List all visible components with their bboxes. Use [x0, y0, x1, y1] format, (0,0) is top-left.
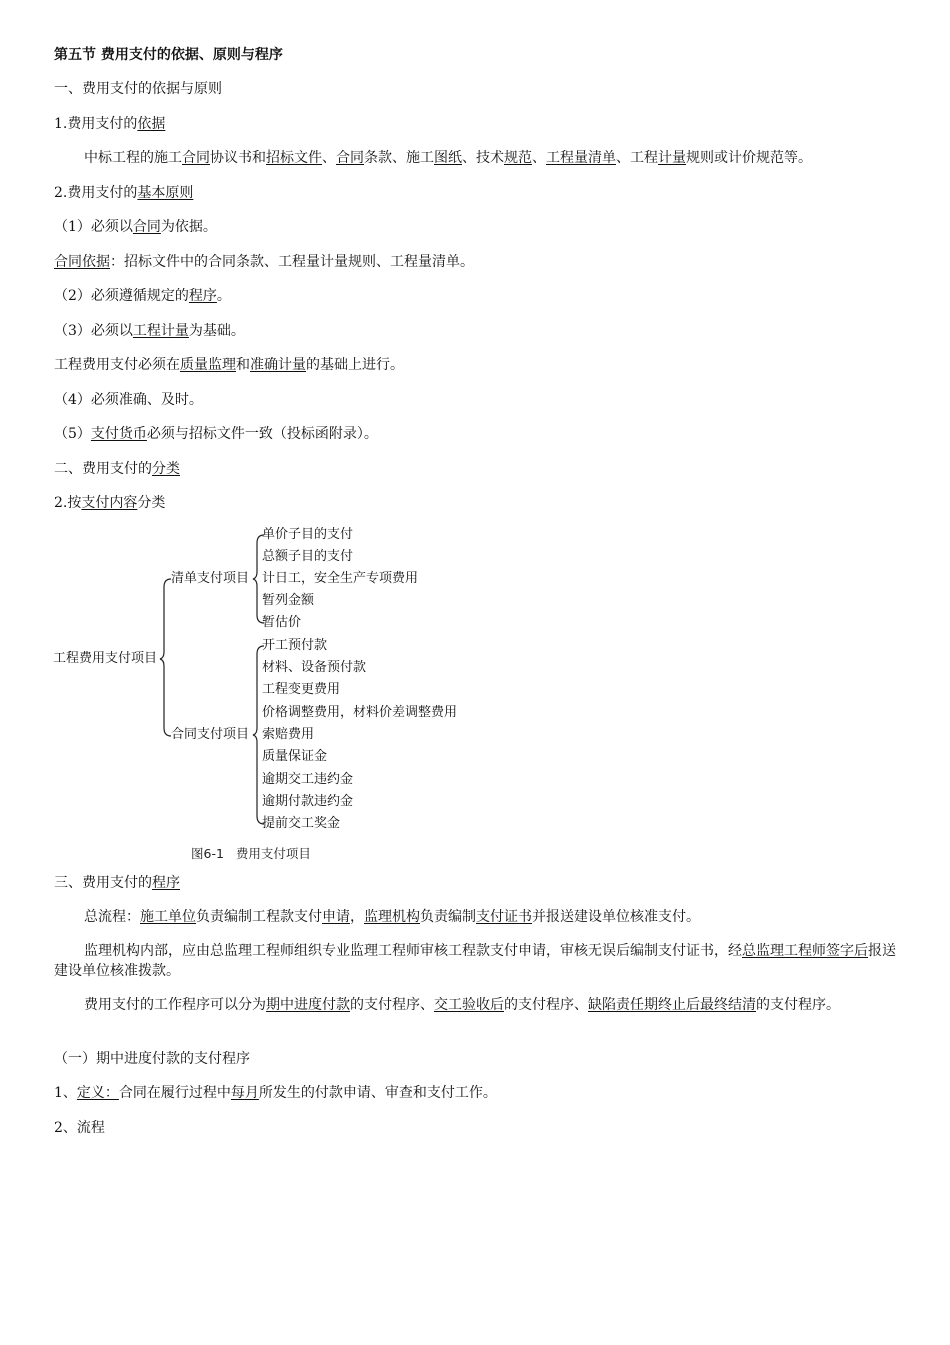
branch-list-items-label: 清单支付项目 — [171, 571, 250, 586]
leaf-item: 逾期付款违约金 — [262, 794, 354, 809]
principle-5: （5）支付货币必须与招标文件一致（投标函附录）。 — [54, 426, 378, 442]
contract-basis-note: 合同依据：招标文件中的合同条款、工程量计量规则、工程量清单。 — [54, 254, 474, 270]
payment-items-diagram — [50, 522, 490, 867]
leaf-item: 材料、设备预付款 — [262, 660, 367, 675]
internal-review-paragraph: 监理机构内部，应由总监理工程师组织专业监理工程师审核工程款支付申请，审核无误后编制支付证书，经总监理工程师签字后报送建设单位核准拨款。 — [54, 943, 896, 979]
overall-flow-paragraph: 总流程：施工单位负责编制工程款支付申请，监理机构负责编制支付证书并报送建设单位核准支付。 — [84, 909, 700, 925]
section-2-title: 二、费用支付的分类 — [54, 461, 180, 477]
leaf-item: 暂列金额 — [262, 593, 315, 608]
leaf-item: 计日工，安全生产专项费用 — [262, 571, 419, 586]
leaf-item: 单价子目的支付 — [262, 527, 354, 542]
section-3-title: 三、费用支付的程序 — [54, 875, 180, 891]
work-procedure-paragraph: 费用支付的工作程序可以分为期中进度付款的支付程序、交工验收后的支付程序、缺陷责任期终止后最终结清的支付程序。 — [84, 997, 840, 1013]
leaf-item: 逾期交工违约金 — [262, 772, 354, 787]
leaf-item: 工程变更费用 — [262, 682, 341, 697]
sub-basis-title: 1.费用支付的依据 — [54, 116, 166, 132]
definition-line: 1、定义：合同在履行过程中每月所发生的付款申请、审查和支付工作。 — [54, 1085, 497, 1101]
branch-contract-items-label: 合同支付项目 — [171, 727, 250, 742]
diagram-root-label: 工程费用支付项目 — [53, 651, 158, 666]
root-brace — [160, 579, 171, 736]
principle-2: （2）必须遵循规定的程序。 — [54, 288, 231, 304]
leaf-item: 索赔费用 — [262, 727, 315, 742]
leaf-item: 提前交工奖金 — [262, 816, 341, 831]
section-heading: 第五节 费用支付的依据、原则与程序 — [54, 47, 283, 63]
basis-paragraph: 中标工程的施工合同协议书和招标文件、合同条款、施工图纸、技术规范、工程量清单、工程计量规则或计价规范等。 — [84, 150, 812, 166]
principle-3: （3）必须以工程计量为基础。 — [54, 323, 245, 339]
section-1-title: 一、费用支付的依据与原则 — [54, 81, 222, 97]
principle-4: （4）必须准确、及时。 — [54, 392, 203, 408]
leaf-item: 暂估价 — [262, 615, 302, 630]
leaf-item: 质量保证金 — [262, 749, 328, 764]
leaf-item: 价格调整费用，材料价差调整费用 — [262, 705, 458, 720]
sub-principles-title: 2.费用支付的基本原则 — [54, 185, 194, 201]
classification-subtitle: 2.按支付内容分类 — [54, 495, 166, 511]
leaf-item: 总额子目的支付 — [262, 549, 354, 564]
principle-3-note: 工程费用支付必须在质量监理和准确计量的基础上进行。 — [54, 357, 404, 373]
leaf-item: 开工预付款 — [262, 638, 328, 653]
figure-caption: 图6-1 费用支付项目 — [191, 846, 311, 861]
process-line: 2、流程 — [54, 1120, 105, 1136]
principle-1: （1）必须以合同为依据。 — [54, 219, 217, 235]
interim-payment-title: （一）期中进度付款的支付程序 — [54, 1051, 250, 1067]
